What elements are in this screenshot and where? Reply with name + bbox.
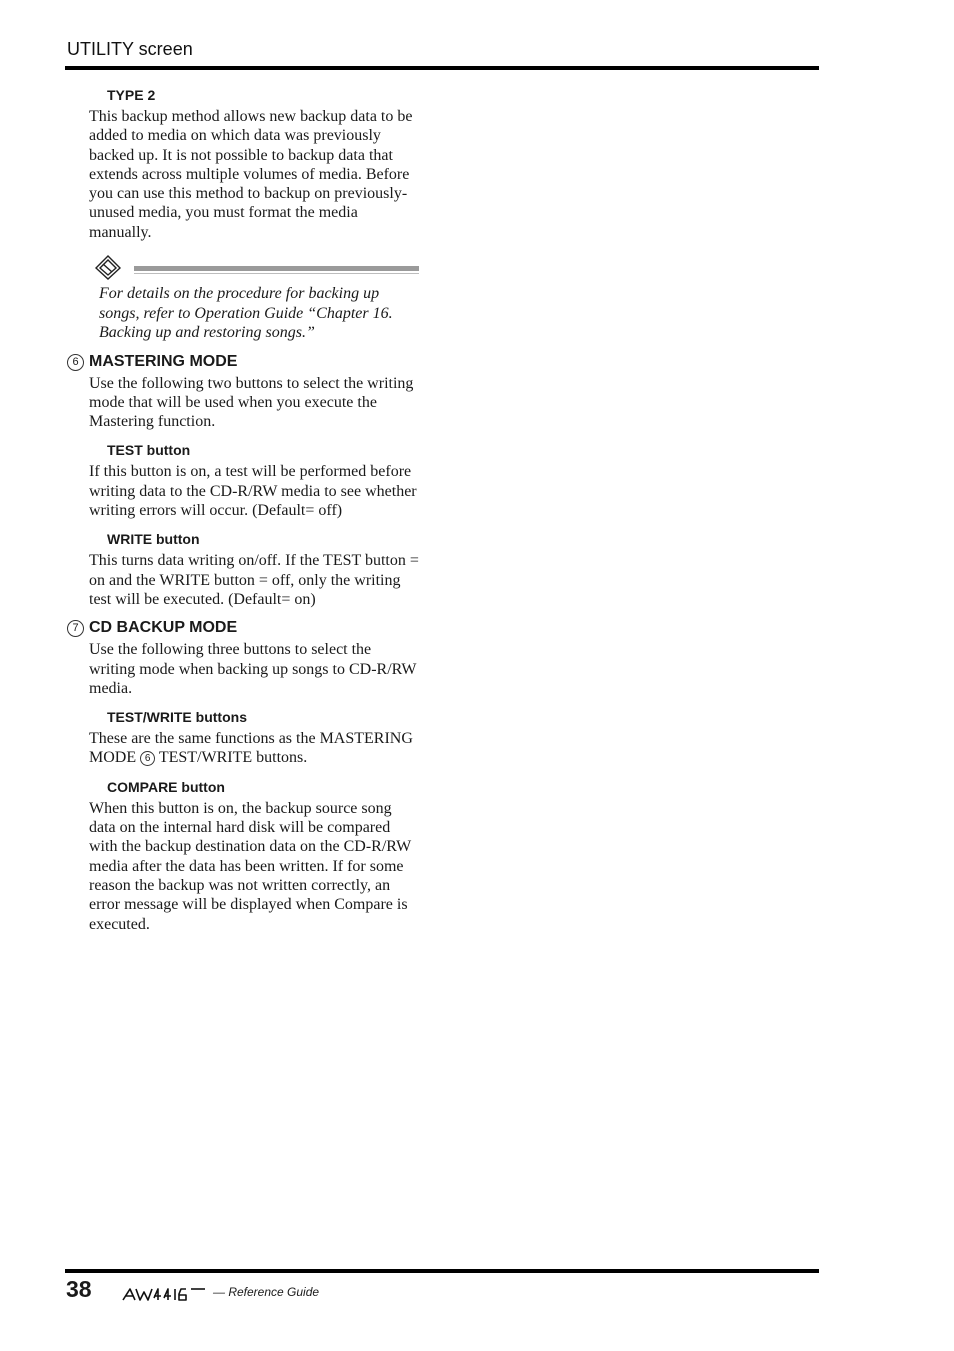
section-title: MASTERING MODE — [89, 352, 238, 370]
test-button-body: If this button is on, a test will be performed before writing data to the CD-R/RW media to see whether writing errors will occur. (Default= off) — [89, 463, 417, 520]
header-rule — [65, 66, 819, 70]
note-divider-thin — [134, 273, 419, 274]
mastering-intro: Use the following two buttons to select the writing mode that will be used when you execute the Mastering function. — [89, 374, 414, 431]
aw4416-logo — [121, 1286, 209, 1302]
test-button-heading: TEST button — [107, 442, 191, 459]
page-number: 38 — [66, 1276, 92, 1302]
section-title: CD BACKUP MODE — [89, 619, 238, 637]
footer-rule — [65, 1269, 819, 1273]
note-text: For details on the procedure for backing up songs, refer to Operation Guide “Chapter 16. Backing up and restoring songs.” — [99, 285, 393, 342]
compare-button-body: When this button is on, the backup source song data on the internal hard disk will be compared with the backup destination data on the CD-R/RW media after the data has been written. If for some reason the backup was not written correctly, an error message will be displayed when Compare is executed. — [89, 799, 411, 933]
page-header-title: UTILITY screen — [67, 39, 193, 59]
write-button-body: This turns data writing on/off. If the TEST button = on and the WRITE button = off, only the writing test will be executed. (Default= on) — [89, 552, 419, 608]
type2-body: This backup method allows new backup data to be added to media on which data was previously backed up. It is not possible to backup data that extends across multiple volumes of media. Before you can use this method to backup on previously-unused media, you must format the media manually. — [89, 108, 413, 241]
content-column — [72, 86, 419, 934]
section-number-badge: 6 — [67, 354, 84, 371]
section-cd-backup-mode — [72, 618, 419, 638]
note-header — [89, 254, 419, 284]
cd-backup-intro: Use the following three buttons to select the writing mode when backing up songs to CD-R/RW media. — [89, 641, 417, 697]
reference-guide-label: — Reference Guide — [213, 1285, 320, 1299]
test-write-buttons-body — [89, 729, 419, 768]
inline-number-badge: 6 — [140, 751, 155, 766]
section-mastering-mode — [72, 352, 419, 372]
note-pencil-icon — [93, 254, 121, 280]
type2-heading: TYPE 2 — [107, 87, 156, 103]
compare-button-heading: COMPARE button — [107, 778, 225, 795]
tw-body-pre: These are the same functions as the MASTERING MODE — [89, 730, 413, 767]
note-divider — [134, 266, 419, 271]
write-button-heading: WRITE button — [107, 531, 200, 548]
section-number-badge: 7 — [67, 620, 84, 637]
tw-body-post: TEST/WRITE buttons. — [158, 749, 308, 767]
test-write-buttons-heading: TEST/WRITE buttons — [107, 709, 247, 726]
